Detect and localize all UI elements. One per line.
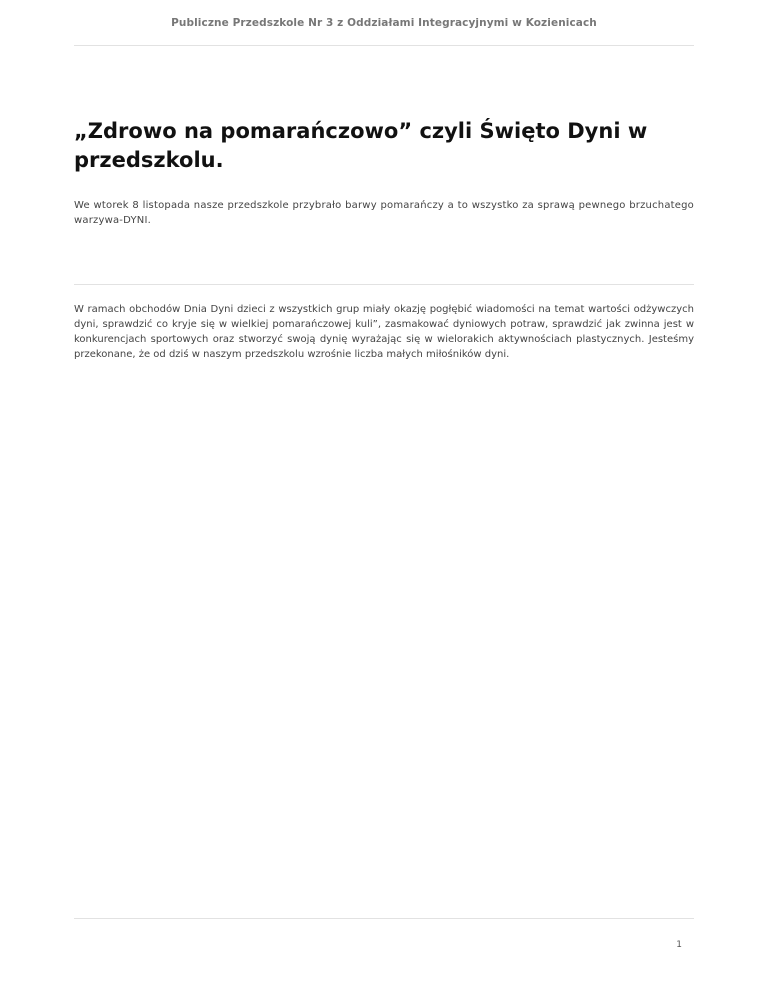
footer-divider [74, 918, 694, 919]
page-number: 1 [676, 940, 682, 950]
article-intro: We wtorek 8 listopada nasze przedszkole przybrało barwy pomarańczy a to wszystko za sprawą pewnego brzuchatego warzywa-DYNI. [74, 200, 694, 226]
header-divider [74, 45, 694, 46]
document-page [74, 0, 694, 994]
article-body: W ramach obchodów Dnia Dyni dzieci z wszystkich grup miały okazję pogłębić wiadomości na temat wartości odżywczych dyni, sprawdzić co kryje się w wielkiej pomarańczowej kuli”, zasmakować dyniowych potraw, sprawdzić jak zwinna jest w konkurencjach sportowych oraz stworzyć swoją dynię wyrażając się w wielorakich aktywnościach plastycznych. Jesteśmy przekonane, że od dziś w naszym przedszkolu wzrośnie liczba małych miłośników dyni. [74, 304, 694, 360]
section-divider [74, 284, 694, 285]
page-header: Publiczne Przedszkole Nr 3 z Oddziałami Integracyjnymi w Kozienicach [171, 17, 597, 29]
article-title: „Zdrowo na pomarańczowo” czyli Święto Dyni w przedszkolu. [74, 119, 648, 172]
